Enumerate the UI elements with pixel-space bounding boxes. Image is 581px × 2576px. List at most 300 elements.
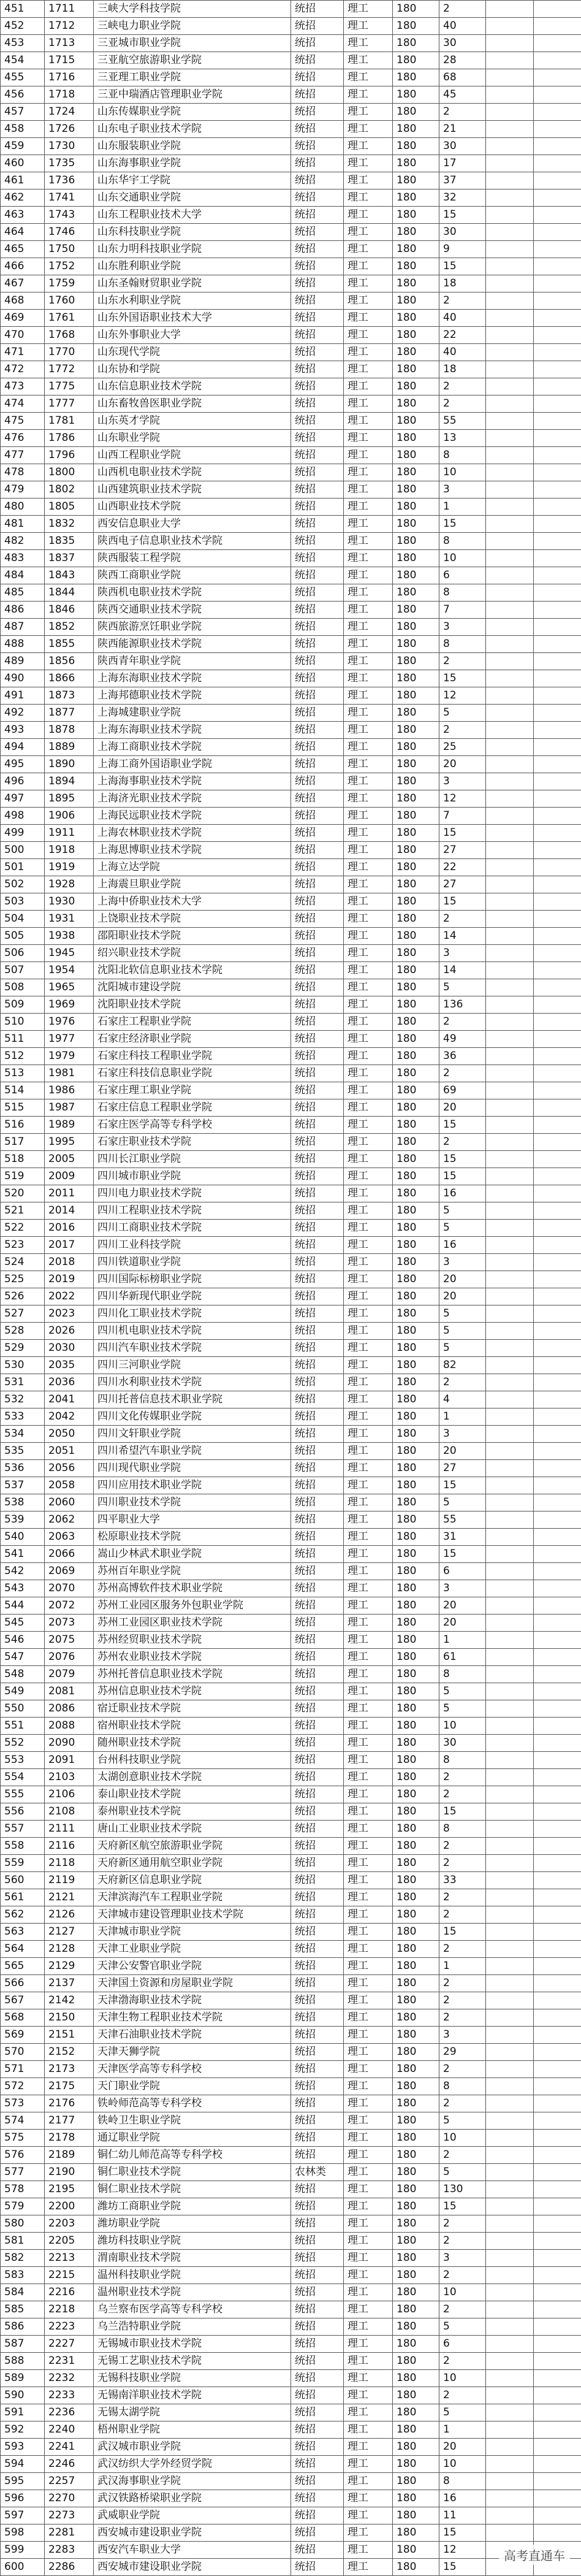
empty-cell <box>534 1838 581 1855</box>
quota-cell: 15 <box>439 1803 486 1821</box>
subject-category-cell: 理工 <box>344 1031 393 1048</box>
empty-cell <box>486 413 534 430</box>
school-code-cell: 2175 <box>45 2078 94 2095</box>
school-code-cell: 2241 <box>45 2439 94 2456</box>
empty-cell <box>486 516 534 533</box>
empty-cell <box>486 464 534 481</box>
school-code-cell: 1716 <box>45 69 94 86</box>
min-score-cell: 180 <box>393 842 439 859</box>
subject-category-cell: 理工 <box>344 189 393 207</box>
empty-cell <box>534 52 581 69</box>
row-number-cell: 484 <box>1 567 45 584</box>
subject-category-cell: 理工 <box>344 464 393 481</box>
empty-cell <box>486 2301 534 2318</box>
quota-cell: 15 <box>439 1151 486 1168</box>
row-number-cell: 508 <box>1 979 45 996</box>
subject-category-cell: 理工 <box>344 670 393 687</box>
quota-cell: 20 <box>439 756 486 773</box>
table-row <box>1 1975 581 1992</box>
table-row <box>1 1134 581 1151</box>
empty-cell <box>534 602 581 619</box>
table-row <box>1 945 581 962</box>
table-row <box>1 1 581 18</box>
min-score-cell: 180 <box>393 2456 439 2473</box>
subject-category-cell: 理工 <box>344 18 393 35</box>
row-number-cell: 483 <box>1 550 45 567</box>
quota-cell: 14 <box>439 962 486 979</box>
school-name-cell: 潍坊职业学院 <box>94 2215 291 2233</box>
min-score-cell: 180 <box>393 1872 439 1889</box>
quota-cell: 16 <box>439 1185 486 1202</box>
admission-type-cell: 统招 <box>291 138 344 155</box>
min-score-cell: 180 <box>393 1254 439 1271</box>
admission-type-cell: 统招 <box>291 2456 344 2473</box>
min-score-cell: 180 <box>393 756 439 773</box>
admission-type-cell: 统招 <box>291 859 344 876</box>
min-score-cell: 180 <box>393 1374 439 1391</box>
min-score-cell: 180 <box>393 1512 439 1529</box>
subject-category-cell: 理工 <box>344 155 393 172</box>
subject-category-cell: 理工 <box>344 1580 393 1597</box>
school-name-cell: 四川水利职业技术学院 <box>94 1374 291 1391</box>
subject-category-cell: 理工 <box>344 911 393 928</box>
subject-category-cell: 理工 <box>344 2215 393 2233</box>
school-code-cell: 1945 <box>45 945 94 962</box>
min-score-cell: 180 <box>393 996 439 1014</box>
school-code-cell: 2088 <box>45 1718 94 1735</box>
school-code-cell: 1965 <box>45 979 94 996</box>
quota-cell: 30 <box>439 138 486 155</box>
school-code-cell: 2137 <box>45 1975 94 1992</box>
min-score-cell: 180 <box>393 1615 439 1632</box>
admission-type-cell: 统招 <box>291 1477 344 1494</box>
min-score-cell: 180 <box>393 1563 439 1580</box>
empty-cell <box>534 808 581 825</box>
school-name-cell: 四川希望汽车职业学院 <box>94 1443 291 1460</box>
row-number-cell: 557 <box>1 1821 45 1838</box>
table-row <box>1 86 581 104</box>
empty-cell <box>486 1237 534 1254</box>
min-score-cell: 180 <box>393 1323 439 1340</box>
school-code-cell: 2246 <box>45 2456 94 2473</box>
school-code-cell: 2195 <box>45 2181 94 2198</box>
quota-cell: 8 <box>439 1666 486 1683</box>
empty-cell <box>486 2456 534 2473</box>
table-row <box>1 121 581 138</box>
row-number-cell: 489 <box>1 653 45 670</box>
table-row <box>1 1460 581 1477</box>
admission-type-cell: 统招 <box>291 1700 344 1718</box>
empty-cell <box>534 893 581 911</box>
min-score-cell: 180 <box>393 464 439 481</box>
quota-cell: 18 <box>439 361 486 378</box>
school-name-cell: 陕西机电职业技术学院 <box>94 584 291 602</box>
row-number-cell: 511 <box>1 1031 45 1048</box>
school-code-cell: 1832 <box>45 516 94 533</box>
empty-cell <box>534 1271 581 1288</box>
admission-type-cell: 统招 <box>291 1718 344 1735</box>
row-number-cell: 523 <box>1 1237 45 1254</box>
school-code-cell: 2019 <box>45 1271 94 1288</box>
admission-type-cell: 统招 <box>291 2507 344 2524</box>
table-row <box>1 1014 581 1031</box>
subject-category-cell: 理工 <box>344 413 393 430</box>
school-code-cell: 1852 <box>45 619 94 636</box>
school-name-cell: 铜仁职业技术学院 <box>94 2164 291 2181</box>
min-score-cell: 180 <box>393 1220 439 1237</box>
school-code-cell: 2090 <box>45 1735 94 1752</box>
empty-cell <box>486 1855 534 1872</box>
school-name-cell: 太湖创意职业技术学院 <box>94 1769 291 1786</box>
min-score-cell: 180 <box>393 962 439 979</box>
empty-cell <box>486 1 534 18</box>
school-code-cell: 2176 <box>45 2095 94 2112</box>
subject-category-cell: 理工 <box>344 2490 393 2507</box>
school-name-cell: 山西职业技术学院 <box>94 499 291 516</box>
table-row <box>1 310 581 327</box>
school-name-cell: 山东圣翰财贸职业学院 <box>94 275 291 292</box>
empty-cell <box>486 962 534 979</box>
row-number-cell: 540 <box>1 1529 45 1546</box>
row-number-cell: 528 <box>1 1323 45 1340</box>
min-score-cell: 180 <box>393 911 439 928</box>
table-row <box>1 996 581 1014</box>
table-row <box>1 1271 581 1288</box>
subject-category-cell: 理工 <box>344 533 393 550</box>
admission-type-cell: 统招 <box>291 567 344 584</box>
empty-cell <box>486 996 534 1014</box>
empty-cell <box>486 2044 534 2061</box>
empty-cell <box>486 1700 534 1718</box>
empty-cell <box>534 1700 581 1718</box>
empty-cell <box>534 1941 581 1958</box>
table-row <box>1 2044 581 2061</box>
quota-cell: 20 <box>439 1099 486 1117</box>
school-name-cell: 山西机电职业技术学院 <box>94 464 291 481</box>
subject-category-cell: 理工 <box>344 1958 393 1975</box>
empty-cell <box>534 1443 581 1460</box>
empty-cell <box>534 1305 581 1323</box>
table-row <box>1 1666 581 1683</box>
school-name-cell: 石家庄医学高等专科学校 <box>94 1117 291 1134</box>
empty-cell <box>486 1288 534 1305</box>
min-score-cell: 180 <box>393 2524 439 2542</box>
school-code-cell: 1954 <box>45 962 94 979</box>
admission-type-cell: 统招 <box>291 893 344 911</box>
empty-cell <box>486 808 534 825</box>
school-name-cell: 梧州职业学院 <box>94 2421 291 2439</box>
table-row <box>1 2284 581 2301</box>
empty-cell <box>534 378 581 396</box>
school-code-cell: 1981 <box>45 1065 94 1082</box>
empty-cell <box>534 1649 581 1666</box>
empty-cell <box>486 1185 534 1202</box>
row-number-cell: 575 <box>1 2130 45 2147</box>
row-number-cell: 510 <box>1 1014 45 1031</box>
admission-type-cell: 统招 <box>291 739 344 756</box>
empty-cell <box>534 464 581 481</box>
empty-cell <box>534 2078 581 2095</box>
row-number-cell: 574 <box>1 2112 45 2130</box>
school-code-cell: 2119 <box>45 1872 94 1889</box>
school-name-cell: 松原职业技术学院 <box>94 1529 291 1546</box>
subject-category-cell: 理工 <box>344 2473 393 2490</box>
min-score-cell: 180 <box>393 2318 439 2336</box>
admission-type-cell: 统招 <box>291 1941 344 1958</box>
quota-cell: 40 <box>439 18 486 35</box>
subject-category-cell: 理工 <box>344 1 393 18</box>
subject-category-cell: 理工 <box>344 2112 393 2130</box>
table-row <box>1 2147 581 2164</box>
school-name-cell: 四川国际标榜职业学院 <box>94 1271 291 1288</box>
row-number-cell: 524 <box>1 1254 45 1271</box>
row-number-cell: 478 <box>1 464 45 481</box>
empty-cell <box>534 2370 581 2387</box>
row-number-cell: 556 <box>1 1803 45 1821</box>
school-name-cell: 无锡工艺职业技术学院 <box>94 2353 291 2370</box>
min-score-cell: 180 <box>393 327 439 344</box>
empty-cell <box>534 1889 581 1906</box>
empty-cell <box>534 567 581 584</box>
empty-cell <box>534 996 581 1014</box>
empty-cell <box>534 653 581 670</box>
school-name-cell: 山东外事职业大学 <box>94 327 291 344</box>
school-code-cell: 1775 <box>45 378 94 396</box>
school-name-cell: 山东电子职业技术学院 <box>94 121 291 138</box>
school-name-cell: 上海农林职业技术学院 <box>94 825 291 842</box>
empty-cell <box>486 945 534 962</box>
school-name-cell: 石家庄信息工程职业学院 <box>94 1099 291 1117</box>
subject-category-cell: 理工 <box>344 2301 393 2318</box>
empty-cell <box>534 1357 581 1374</box>
table-row <box>1 1786 581 1803</box>
min-score-cell: 180 <box>393 241 439 258</box>
row-number-cell: 569 <box>1 2027 45 2044</box>
row-number-cell: 542 <box>1 1563 45 1580</box>
empty-cell <box>486 1426 534 1443</box>
quota-cell: 5 <box>439 1220 486 1237</box>
quota-cell: 2 <box>439 1 486 18</box>
quota-cell: 33 <box>439 1872 486 1889</box>
min-score-cell: 180 <box>393 1546 439 1563</box>
admission-type-cell: 统招 <box>291 275 344 292</box>
admission-type-cell: 统招 <box>291 876 344 893</box>
min-score-cell: 180 <box>393 2078 439 2095</box>
school-name-cell: 潍坊工商职业学院 <box>94 2198 291 2215</box>
row-number-cell: 570 <box>1 2044 45 2061</box>
quota-cell: 2 <box>439 2267 486 2284</box>
subject-category-cell: 理工 <box>344 1941 393 1958</box>
admission-type-cell: 统招 <box>291 2009 344 2027</box>
school-code-cell: 2236 <box>45 2404 94 2421</box>
empty-cell <box>486 1305 534 1323</box>
empty-cell <box>486 1271 534 1288</box>
subject-category-cell: 理工 <box>344 619 393 636</box>
row-number-cell: 560 <box>1 1872 45 1889</box>
empty-cell <box>486 1494 534 1512</box>
school-code-cell: 1986 <box>45 1082 94 1099</box>
empty-cell <box>534 1202 581 1220</box>
empty-cell <box>534 2404 581 2421</box>
admission-type-cell: 统招 <box>291 1220 344 1237</box>
subject-category-cell: 理工 <box>344 687 393 705</box>
school-code-cell: 1718 <box>45 86 94 104</box>
empty-cell <box>486 2318 534 2336</box>
school-name-cell: 四川三河职业学院 <box>94 1357 291 1374</box>
empty-cell <box>486 584 534 602</box>
empty-cell <box>486 2147 534 2164</box>
admission-type-cell: 统招 <box>291 1099 344 1117</box>
min-score-cell: 180 <box>393 1769 439 1786</box>
admission-type-cell: 统招 <box>291 1305 344 1323</box>
quota-cell: 3 <box>439 773 486 790</box>
row-number-cell: 554 <box>1 1769 45 1786</box>
row-number-cell: 543 <box>1 1580 45 1597</box>
empty-cell <box>486 1821 534 1838</box>
school-name-cell: 石家庄职业技术学院 <box>94 1134 291 1151</box>
admission-type-cell: 统招 <box>291 464 344 481</box>
school-code-cell: 1938 <box>45 928 94 945</box>
school-name-cell: 四川华新现代职业学院 <box>94 1288 291 1305</box>
admission-type-cell: 统招 <box>291 1597 344 1615</box>
admission-type-cell: 统招 <box>291 996 344 1014</box>
quota-cell: 2 <box>439 1855 486 1872</box>
empty-cell <box>534 911 581 928</box>
quota-cell: 15 <box>439 258 486 275</box>
school-code-cell: 1715 <box>45 52 94 69</box>
empty-cell <box>534 2009 581 2027</box>
subject-category-cell: 理工 <box>344 1048 393 1065</box>
school-code-cell: 2190 <box>45 2164 94 2181</box>
row-number-cell: 469 <box>1 310 45 327</box>
min-score-cell: 180 <box>393 945 439 962</box>
quota-cell: 5 <box>439 1305 486 1323</box>
school-code-cell: 2152 <box>45 2044 94 2061</box>
empty-cell <box>486 1340 534 1357</box>
row-number-cell: 479 <box>1 481 45 499</box>
quota-cell: 10 <box>439 2284 486 2301</box>
empty-cell <box>534 1065 581 1082</box>
admission-type-cell: 统招 <box>291 1237 344 1254</box>
quota-cell: 21 <box>439 121 486 138</box>
empty-cell <box>534 1082 581 1099</box>
quota-cell: 4 <box>439 1391 486 1408</box>
min-score-cell: 180 <box>393 292 439 310</box>
table-row <box>1 2507 581 2524</box>
empty-cell <box>534 1683 581 1700</box>
admission-type-cell: 统招 <box>291 481 344 499</box>
table-row <box>1 1906 581 1924</box>
row-number-cell: 544 <box>1 1597 45 1615</box>
min-score-cell: 180 <box>393 2009 439 2027</box>
row-number-cell: 501 <box>1 859 45 876</box>
quota-cell: 10 <box>439 464 486 481</box>
admission-type-cell: 统招 <box>291 1357 344 1374</box>
row-number-cell: 454 <box>1 52 45 69</box>
row-number-cell: 482 <box>1 533 45 550</box>
subject-category-cell: 理工 <box>344 1546 393 1563</box>
row-number-cell: 533 <box>1 1408 45 1426</box>
empty-cell <box>486 893 534 911</box>
min-score-cell: 180 <box>393 52 439 69</box>
row-number-cell: 503 <box>1 893 45 911</box>
empty-cell <box>486 1563 534 1580</box>
school-name-cell: 天津城市建设管理职业技术学院 <box>94 1906 291 1924</box>
table-row <box>1 69 581 86</box>
admission-type-cell: 统招 <box>291 396 344 413</box>
empty-cell <box>534 739 581 756</box>
row-number-cell: 515 <box>1 1099 45 1117</box>
school-code-cell: 1772 <box>45 361 94 378</box>
row-number-cell: 545 <box>1 1615 45 1632</box>
min-score-cell: 180 <box>393 550 439 567</box>
subject-category-cell: 理工 <box>344 2044 393 2061</box>
quota-cell: 8 <box>439 447 486 464</box>
empty-cell <box>486 1099 534 1117</box>
empty-cell <box>486 2198 534 2215</box>
table-row <box>1 979 581 996</box>
admission-type-cell: 统招 <box>291 292 344 310</box>
school-name-cell: 四川工程职业技术学院 <box>94 1202 291 1220</box>
table-row <box>1 361 581 378</box>
school-code-cell: 1855 <box>45 636 94 653</box>
table-row <box>1 35 581 52</box>
subject-category-cell: 理工 <box>344 292 393 310</box>
empty-cell <box>534 2233 581 2250</box>
subject-category-cell: 理工 <box>344 1700 393 1718</box>
table-row <box>1 790 581 808</box>
quota-cell: 30 <box>439 224 486 241</box>
min-score-cell: 180 <box>393 1151 439 1168</box>
school-name-cell: 山西工程职业学院 <box>94 447 291 464</box>
empty-cell <box>486 1151 534 1168</box>
admission-type-cell: 统招 <box>291 773 344 790</box>
quota-cell: 2 <box>439 378 486 396</box>
empty-cell <box>486 121 534 138</box>
min-score-cell: 180 <box>393 481 439 499</box>
admission-type-cell: 统招 <box>291 945 344 962</box>
table-row <box>1 2318 581 2336</box>
row-number-cell: 502 <box>1 876 45 893</box>
school-name-cell: 武汉纺织大学外经贸学院 <box>94 2456 291 2473</box>
admission-type-cell: 统招 <box>291 1391 344 1408</box>
min-score-cell: 180 <box>393 2336 439 2353</box>
row-number-cell: 558 <box>1 1838 45 1855</box>
subject-category-cell: 理工 <box>344 1202 393 1220</box>
empty-cell <box>534 1254 581 1271</box>
table-row <box>1 962 581 979</box>
school-code-cell: 1890 <box>45 756 94 773</box>
table-row <box>1 2456 581 2473</box>
quota-cell: 8 <box>439 1821 486 1838</box>
row-number-cell: 459 <box>1 138 45 155</box>
row-number-cell: 522 <box>1 1220 45 1237</box>
school-name-cell: 沈阳北软信息职业技术学院 <box>94 962 291 979</box>
subject-category-cell: 理工 <box>344 2370 393 2387</box>
subject-category-cell: 理工 <box>344 1597 393 1615</box>
admission-type-cell: 统招 <box>291 722 344 739</box>
empty-cell <box>534 2353 581 2370</box>
row-number-cell: 535 <box>1 1443 45 1460</box>
quota-cell: 82 <box>439 1357 486 1374</box>
min-score-cell: 180 <box>393 1 439 18</box>
table-row <box>1 825 581 842</box>
row-number-cell: 473 <box>1 378 45 396</box>
school-name-cell: 山东服装职业学院 <box>94 138 291 155</box>
empty-cell <box>486 705 534 722</box>
row-number-cell: 591 <box>1 2404 45 2421</box>
quota-cell: 55 <box>439 413 486 430</box>
